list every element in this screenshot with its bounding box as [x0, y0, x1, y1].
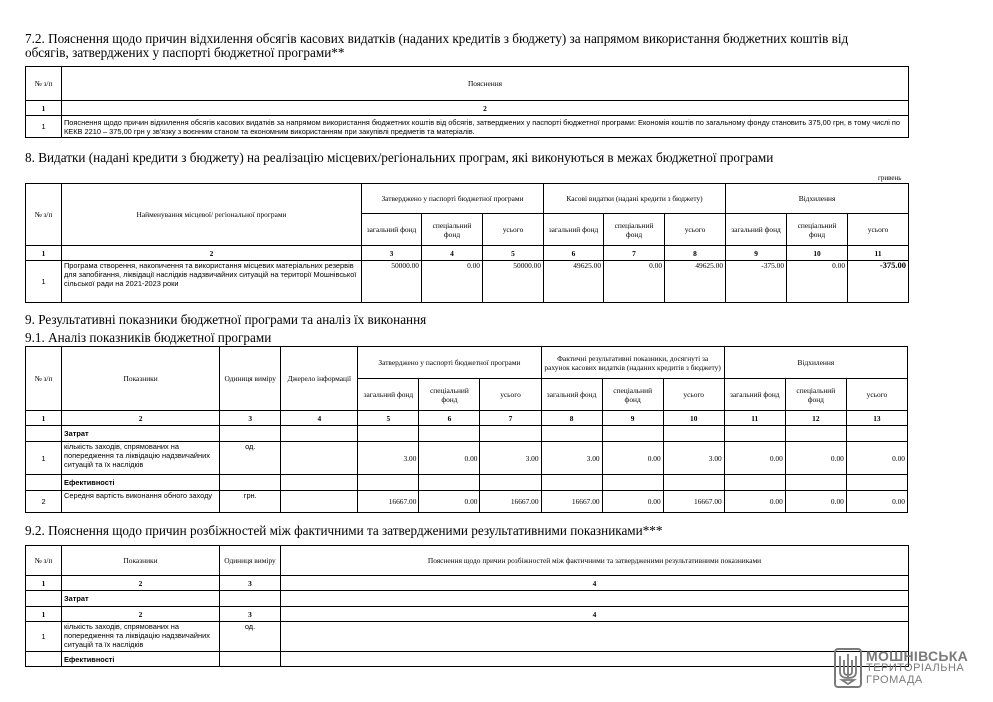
explanation-text: Пояснення щодо причин відхилення обсягів касових видатків за напрямом використання бюджетних коштів від обсягів, затверджених у паспорті бюджетної програми: Економія коштів по загальному фонду становить 375,00 грн, в тому числі по КЕКВ 2210 – 375,00 грн у зв'язку з воєнним станом та економним використанням при закупівлі предметів та матеріалів. — [62, 116, 909, 138]
section-8-heading: 8. Видатки (надані кредити з бюджету) на реалізацію місцевих/регіональних програм, які виконуються в межах бюджетної програми — [25, 150, 774, 165]
sub-header: спеціальний фонд — [785, 379, 846, 411]
logo-line-1: МОШНІВСЬКА — [866, 648, 969, 664]
row-number: 1 — [26, 116, 62, 138]
unit-label: гривень — [878, 174, 902, 182]
section-label: Ефективності — [62, 475, 220, 491]
unit-cell: од. — [220, 442, 281, 475]
index-cell: 6 — [419, 411, 480, 426]
index-cell: 6 — [544, 246, 604, 261]
index-cell: 2 — [62, 576, 220, 591]
program-name: Програма створення, накопичення та використання місцевих матеріальних резервів для запобігання, ліквідації наслідків надзвичайних ситуацій на території Мошнівської сільської ради на 2021-2023 роки — [62, 261, 362, 303]
sub-header: усього — [663, 379, 724, 411]
group-approved-header: Затверджено у паспорті бюджетної програми — [362, 184, 544, 214]
value-cell: 0.00 — [846, 442, 907, 475]
index-cell: 5 — [483, 246, 544, 261]
value-cell: 3.00 — [480, 442, 541, 475]
value-cell: 3.00 — [541, 442, 602, 475]
value-cell: 0.00 — [422, 261, 483, 303]
index-cell: 1 — [26, 576, 62, 591]
index-cell: 3 — [220, 607, 281, 622]
section-label: Затрат — [62, 426, 220, 442]
value-cell: 0.00 — [785, 442, 846, 475]
value-cell: 0.00 — [846, 491, 907, 513]
col-number-header: № з/п — [26, 67, 62, 101]
section-9-1-heading: 9.1. Аналіз показників бюджетної програми — [25, 330, 272, 345]
index-cell: 7 — [480, 411, 541, 426]
section-9-heading: 9. Результативні показники бюджетної програми та аналіз їх виконання — [25, 312, 427, 327]
sub-header: загальний фонд — [726, 214, 787, 246]
index-cell: 3 — [220, 411, 281, 426]
index-cell: 2 — [62, 607, 220, 622]
indicator-name: Середня вартість виконання обного заходу — [62, 491, 220, 513]
row-number: 1 — [26, 442, 62, 475]
index-cell: 2 — [62, 101, 909, 116]
sub-header: спеціальний фонд — [604, 214, 665, 246]
value-cell: 3.00 — [358, 442, 419, 475]
value-cell: 0.00 — [785, 491, 846, 513]
value-cell: 3.00 — [663, 442, 724, 475]
logo-line-2: ТЕРИТОРІАЛЬНА — [866, 662, 965, 674]
section-7-2-heading-line1: 7.2. Пояснення щодо причин відхилення обсягів касових видатків (наданих кредитів з бюджету) за напрямом використання бюджетних коштів від — [25, 31, 849, 46]
group-deviation-header: Відхилення — [726, 184, 909, 214]
indicator-name: кількість заходів, спрямованих на попередження та ліквідацію надзвичайних ситуацій та їх наслідків — [62, 622, 220, 652]
group-actual-header: Фактичні результативні показники, досягнуті за рахунок касових видатків (наданих кредитів з бюджету) — [541, 347, 724, 379]
sub-header: спеціальний фонд — [602, 379, 663, 411]
col-source-header: Джерело інформації — [281, 347, 358, 411]
sub-header: спеціальний фонд — [422, 214, 483, 246]
sub-header: загальний фонд — [724, 379, 785, 411]
value-cell: 16667.00 — [541, 491, 602, 513]
table-7-2 — [25, 66, 909, 138]
sub-header: усього — [480, 379, 541, 411]
unit-cell: од. — [220, 622, 281, 652]
value-cell: 49625.00 — [544, 261, 604, 303]
value-cell: 50000.00 — [362, 261, 422, 303]
index-cell: 7 — [604, 246, 665, 261]
index-cell: 2 — [62, 246, 362, 261]
sub-header: усього — [665, 214, 726, 246]
value-cell: 16667.00 — [358, 491, 419, 513]
index-cell: 4 — [281, 576, 909, 591]
sub-header: усього — [846, 379, 907, 411]
indicator-name: кількість заходів, спрямованих на попередження та ліквідацію надзвичайних ситуацій та їх наслідків — [62, 442, 220, 475]
index-cell: 9 — [602, 411, 663, 426]
table-9-1 — [25, 346, 908, 513]
section-7-2-heading-line2: обсягів, затверджених у паспорті бюджетної програми** — [25, 45, 345, 60]
index-cell: 10 — [787, 246, 848, 261]
value-cell: 0.00 — [724, 442, 785, 475]
sub-header: загальний фонд — [541, 379, 602, 411]
index-cell: 1 — [26, 607, 62, 622]
index-cell: 2 — [62, 411, 220, 426]
value-cell: 50000.00 — [483, 261, 544, 303]
index-cell: 1 — [26, 246, 62, 261]
col-number-header: № з/п — [26, 546, 62, 576]
value-cell: 0.00 — [602, 442, 663, 475]
index-cell: 11 — [848, 246, 909, 261]
value-cell: 0.00 — [787, 261, 848, 303]
trident-icon — [834, 648, 862, 688]
group-approved-header: Затверджено у паспорті бюджетної програми — [358, 347, 541, 379]
index-cell: 4 — [422, 246, 483, 261]
col-indicators-header: Показники — [62, 347, 220, 411]
sub-header: загальний фонд — [358, 379, 419, 411]
group-deviation-header: Відхилення — [724, 347, 907, 379]
value-cell: -375.00 — [726, 261, 787, 303]
value-cell: 0.00 — [419, 491, 480, 513]
index-cell: 13 — [846, 411, 907, 426]
sub-header: загальний фонд — [362, 214, 422, 246]
sub-header: усього — [483, 214, 544, 246]
index-cell: 3 — [362, 246, 422, 261]
value-cell: 16667.00 — [663, 491, 724, 513]
value-cell: -375.00 — [848, 261, 909, 303]
col-number-header: № з/п — [26, 347, 62, 411]
value-cell: 0.00 — [419, 442, 480, 475]
row-number: 2 — [26, 491, 62, 513]
index-cell: 4 — [281, 411, 358, 426]
col-unit-header: Одиниця виміру — [220, 546, 281, 576]
value-cell: 0.00 — [724, 491, 785, 513]
index-cell: 11 — [724, 411, 785, 426]
col-indicators-header: Показники — [62, 546, 220, 576]
index-cell: 1 — [26, 411, 62, 426]
section-label: Затрат — [62, 591, 220, 607]
col-program-name-header: Найменування місцевої/ регіональної програми — [62, 184, 362, 246]
value-cell: 49625.00 — [665, 261, 726, 303]
index-cell: 8 — [541, 411, 602, 426]
section-label: Ефективності — [62, 652, 220, 667]
index-cell: 10 — [663, 411, 724, 426]
row-number: 1 — [26, 261, 62, 303]
value-cell: 16667.00 — [480, 491, 541, 513]
value-cell: 0.00 — [604, 261, 665, 303]
index-cell: 8 — [665, 246, 726, 261]
col-explanation-header: Пояснення щодо причин розбіжностей між фактичними та затвердженими результативними показниками — [281, 546, 909, 576]
group-cash-header: Касові видатки (надані кредити з бюджету) — [544, 184, 726, 214]
col-explanation-header: Пояснення — [62, 67, 909, 101]
index-cell: 3 — [220, 576, 281, 591]
index-cell: 9 — [726, 246, 787, 261]
index-cell: 1 — [26, 101, 62, 116]
col-unit-header: Одиниця виміру — [220, 347, 281, 411]
sub-header: спеціальний фонд — [787, 214, 848, 246]
section-9-2-heading: 9.2. Пояснення щодо причин розбіжностей між фактичними та затвердженими результативними показниками*** — [25, 523, 663, 538]
table-8 — [25, 183, 909, 303]
col-number-header: № з/п — [26, 184, 62, 246]
sub-header: усього — [848, 214, 909, 246]
value-cell: 0.00 — [602, 491, 663, 513]
unit-cell: грн. — [220, 491, 281, 513]
sub-header: спеціальний фонд — [419, 379, 480, 411]
index-cell: 4 — [281, 607, 909, 622]
sub-header: загальний фонд — [544, 214, 604, 246]
table-9-2 — [25, 545, 909, 667]
row-number: 1 — [26, 622, 62, 652]
index-cell: 5 — [358, 411, 419, 426]
index-cell: 12 — [785, 411, 846, 426]
community-logo — [834, 648, 984, 690]
logo-line-3: ГРОМАДА — [866, 674, 923, 686]
